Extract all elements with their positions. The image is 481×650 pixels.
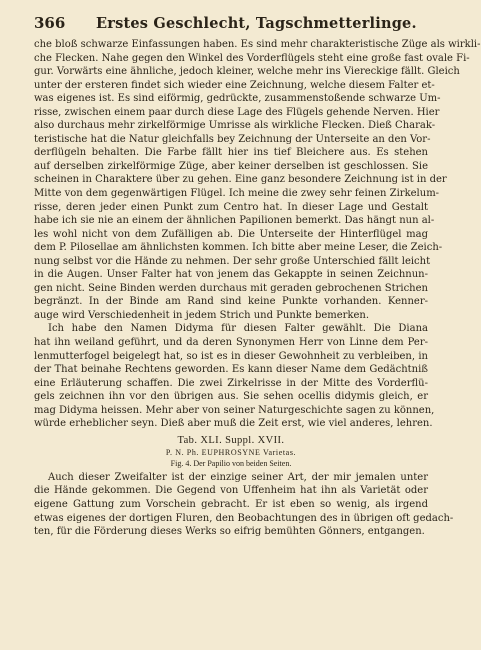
figure-reference: Fig. 4. Der Papilio von beiden Seiten.	[170, 458, 292, 468]
text-line: teristische hat die Natur gleichfalls bey Zeichnung der Unterseite an den Vor-	[34, 133, 431, 145]
text-line: scheinen in Charaktere über zu gehen. Eine ganz besondere Zeichnung ist in der	[34, 174, 447, 186]
text-line: lenmutterfogel beigelegt hat, so ist es in dieser Gewohnheit zu verbleiben, in	[34, 350, 428, 362]
text-line: habe ich sie nie an einem der ähnlichen Papilionen bemerkt. Das hängt nun al-	[34, 215, 435, 227]
text-line: in die Augen. Unser Falter hat von jenem das Gekappte in seinen Zeichnun-	[34, 269, 428, 281]
page-number: 366	[34, 14, 66, 32]
text-line: auge wird Verschiedenheit in jedem Strich und Punkte bemerken.	[34, 309, 370, 321]
text-line: derflügeln behalten. Die Farbe fällt hier ins tief Bleichere aus. Es stehen	[34, 147, 428, 159]
text-line: les wohl nicht von dem Zufälligen ab. Die Unterseite der Hinterflügel mag	[34, 228, 428, 240]
paragraph-1	[34, 38, 481, 322]
species-name: P. N. Ph. EUPHROSYNE Varietas.	[165, 447, 297, 457]
paragraph-3	[34, 471, 454, 539]
plate-caption	[34, 434, 428, 469]
text-line: ten, für die Förderung dieses Werks so eifrig bemühten Gönners, entgangen.	[34, 526, 425, 538]
text-line: was eigenes ist. Es sind eiförmig, gedrückte, zusammenstoßende schwarze Um-	[34, 93, 441, 105]
text-line: risse, deren jeder einen Punkt zum Centro hat. In dieser Lage und Gestalt	[34, 201, 428, 213]
text-line: gur. Vorwärts eine ähnliche, jedoch kleiner, welche mehr ins Viereckige fällt. Gleich	[34, 66, 460, 78]
text-line: eine Erläuterung schaffen. Die zwei Zirkelrisse in der Mitte des Vorderflü-	[34, 377, 428, 389]
text-line: auf derselben zirkelförmige Züge, aber keiner derselben ist geschlossen. Sie	[34, 160, 428, 172]
text-line: gels zeichnen ihn vor den übrigen aus. Sie sehen ocellis didymis gleich, er	[34, 391, 428, 403]
text-line: begränzt. In der Binde am Rand sind keine Punkte vorhanden. Kenner-	[34, 296, 428, 308]
text-line: nung selbst vor die Hände zu nehmen. Der sehr große Unterschied fällt leicht	[34, 255, 431, 267]
text-line: Auch dieser Zweifalter ist der einzige seiner Art, der mir jemalen unter	[48, 471, 428, 483]
text-line: etwas eigenes der dortigen Fluren, den Beobachtungen des in übrigen oft gedach-	[34, 512, 454, 524]
text-line: hat ihn weiland geführt, und da deren Synonymen Herr von Linne dem Per-	[34, 337, 428, 349]
text-line: Ich habe den Namen Didyma für diesen Falter gewählt. Die Diana	[48, 323, 428, 335]
plate-reference: Tab. XLI. Suppl. XVII.	[177, 434, 285, 446]
paragraph-2	[34, 322, 435, 430]
text-line: Mitte von dem gegenwärtigen Flügel. Ich meine die zwey sehr feinen Zirkelum-	[34, 188, 440, 200]
running-title: Erstes Geschlecht, Tagschmetterlinge.	[96, 15, 417, 32]
page-header	[34, 14, 428, 38]
text-line: der That beinahe Rechtens geworden. Es kann dieser Name dem Gedächtniß	[34, 364, 428, 376]
text-line: gen nicht. Seine Binden werden durchaus mit geraden gebrochenen Strichen	[34, 282, 428, 294]
text-line: che bloß schwarze Einfassungen haben. Es sind mehr charakteristische Züge als wirkli-	[34, 39, 481, 50]
text-line: würde erheblicher seyn. Dieß aber muß die Zeit erst, wie viel anderes, lehren.	[34, 418, 433, 430]
text-line: die Hände gekommen. Die Gegend von Uffenheim hat ihn als Varietät oder	[34, 485, 428, 497]
text-line: eigene Gattung zum Vorschein gebracht. Er ist eben so wenig, als irgend	[34, 498, 428, 510]
text-line: dem P. Pilosellae am ähnlichsten kommen. Ich bitte aber meine Leser, die Zeich-	[34, 242, 443, 254]
text-line: also durchaus mehr zirkelförmige Umrisse als wirkliche Flecken. Dieß Charak-	[34, 120, 436, 132]
text-line: mag Didyma heissen. Mehr aber von seiner Naturgeschichte sagen zu können,	[34, 404, 435, 416]
text-line: che Flecken. Nahe gegen den Winkel des Vorderflügels steht eine große fast ovale Fi-	[34, 52, 470, 64]
text-line: unter der ersteren findet sich wieder eine Zeichnung, welche diesem Falter et-	[34, 79, 435, 91]
text-line: risse, zwischen einem paar durch diese Lage des Flügels gehende Nerven. Hier	[34, 106, 440, 118]
